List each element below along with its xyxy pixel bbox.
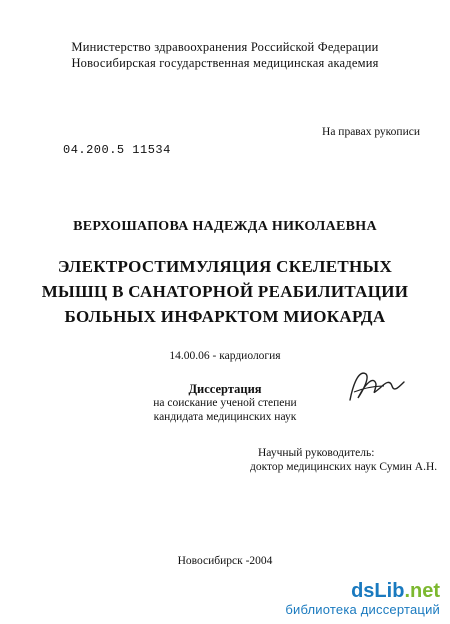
- place-year: Новосибирск -2004: [177, 555, 273, 567]
- title-line-1: ЭЛЕКТРОСТИМУЛЯЦИЯ СКЕЛЕТНЫХ: [57, 257, 393, 276]
- watermark-brand-main: dsLib: [351, 580, 405, 602]
- author-name: ВЕРХОШАПОВА НАДЕЖДА НИКОЛАЕВНА: [73, 219, 377, 234]
- header-line-2: Новосибирская государственная медицинская академия: [71, 56, 379, 70]
- header-line-1: Министерство здравоохранения Российской Федерации: [71, 40, 379, 54]
- title-line-3: БОЛЬНЫХ ИНФАРКТОМ МИОКАРДА: [64, 307, 386, 326]
- dissertation-heading: Диссертация: [188, 382, 262, 396]
- title-line-2: МЫШЦ В САНАТОРНОЙ РЕАБИЛИТАЦИИ: [41, 282, 409, 301]
- degree-line-2: кандидата медицинских наук: [153, 411, 297, 423]
- watermark-logo: [285, 580, 440, 618]
- inventory-number: 04.200.5 11534: [63, 143, 171, 157]
- specialty-code: 14.00.06 - кардиология: [169, 350, 281, 362]
- manuscript-note: На правах рукописи: [322, 126, 420, 138]
- degree-line-1: на соискание ученой степени: [153, 397, 297, 409]
- dissertation-title: [0, 254, 450, 329]
- supervisor-label: Научный руководитель:: [258, 447, 375, 459]
- supervisor-name: доктор медицинских наук Сумин А.Н.: [250, 461, 438, 473]
- handwritten-signature: [340, 362, 410, 412]
- watermark-brand-tld: .net: [404, 580, 440, 602]
- watermark-subtitle: библиотека диссертаций: [285, 602, 440, 617]
